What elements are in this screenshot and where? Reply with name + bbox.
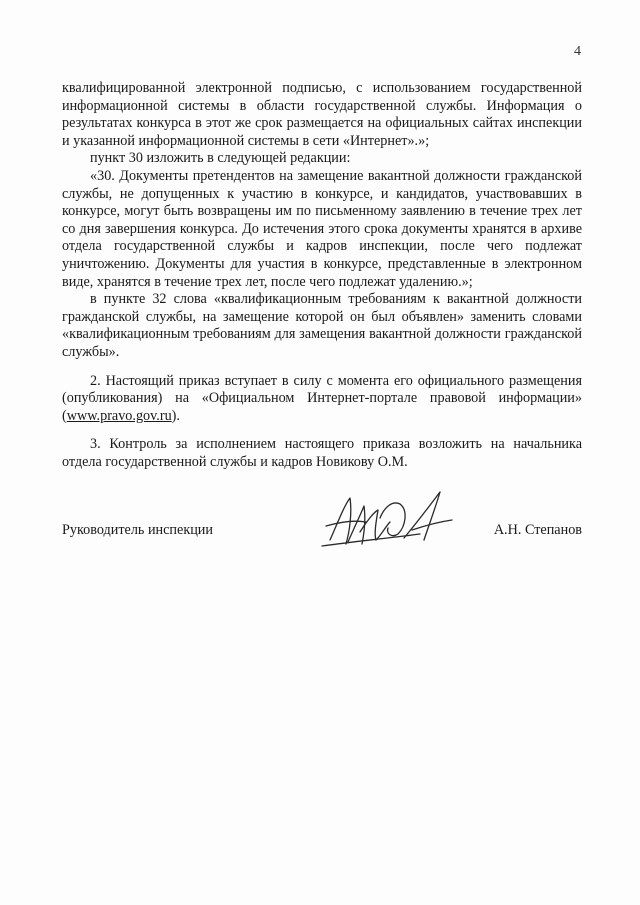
signatory-role: Руководитель инспекции bbox=[62, 522, 213, 538]
paragraph-item-2-end: ). bbox=[171, 407, 180, 424]
paragraph-continuation: квалифицированной электронной подписью, с использованием государственной информационной системы в области государственной службы. Информация о результатах конкурса в этот же срок размещается на официальных сайтах инспекции и указанной информационной системы в сети «Интернет».»; bbox=[62, 80, 582, 149]
paragraph-item-3: 3. Контроль за исполнением настоящего приказа возложить на начальника отдела государственной службы и кадров Новикову О.М. bbox=[62, 436, 582, 470]
paragraph-point-30-intro: пункт 30 изложить в следующей редакции: bbox=[90, 150, 351, 167]
pravo-link[interactable]: www.pravo.gov.ru bbox=[66, 407, 172, 424]
paragraph-point-32: в пункте 32 слова «квалификационным требованиям к вакантной должности гражданской службы, на замещение которой он был объявлен» заменить словами «квалификационным требованиям для замещения вакантной должности гражданской службы». bbox=[62, 291, 582, 360]
document-body bbox=[62, 80, 582, 471]
paragraph-item-2 bbox=[62, 373, 582, 426]
signature-block bbox=[62, 482, 582, 562]
paragraph-item-2-text: 2. Настоящий приказ вступает в силу с момента его официального размещения (опубликования) на «Официальном Интернет-портале правовой информации» ( bbox=[62, 372, 582, 424]
handwritten-signature bbox=[320, 482, 470, 562]
paragraph-point-30-text: «30. Документы претендентов на замещение вакантной должности гражданской службы, не допущенных к участию в конкурсе, и кандидатов, участвовавших в конкурсе, могут быть возвращены им по письменному заявлению в течение трех лет со дня завершения конкурса. До истечения этого срока документы хранятся в архиве отдела государственной службы и кадров инспекции, после чего подлежат уничтожению. Документы для участия в конкурсе, представленные в электронном виде, хранятся в течение трех лет, после чего подлежат удалению.»; bbox=[62, 167, 582, 290]
page-number: 4 bbox=[574, 44, 581, 59]
signatory-name: А.Н. Степанов bbox=[493, 522, 582, 538]
